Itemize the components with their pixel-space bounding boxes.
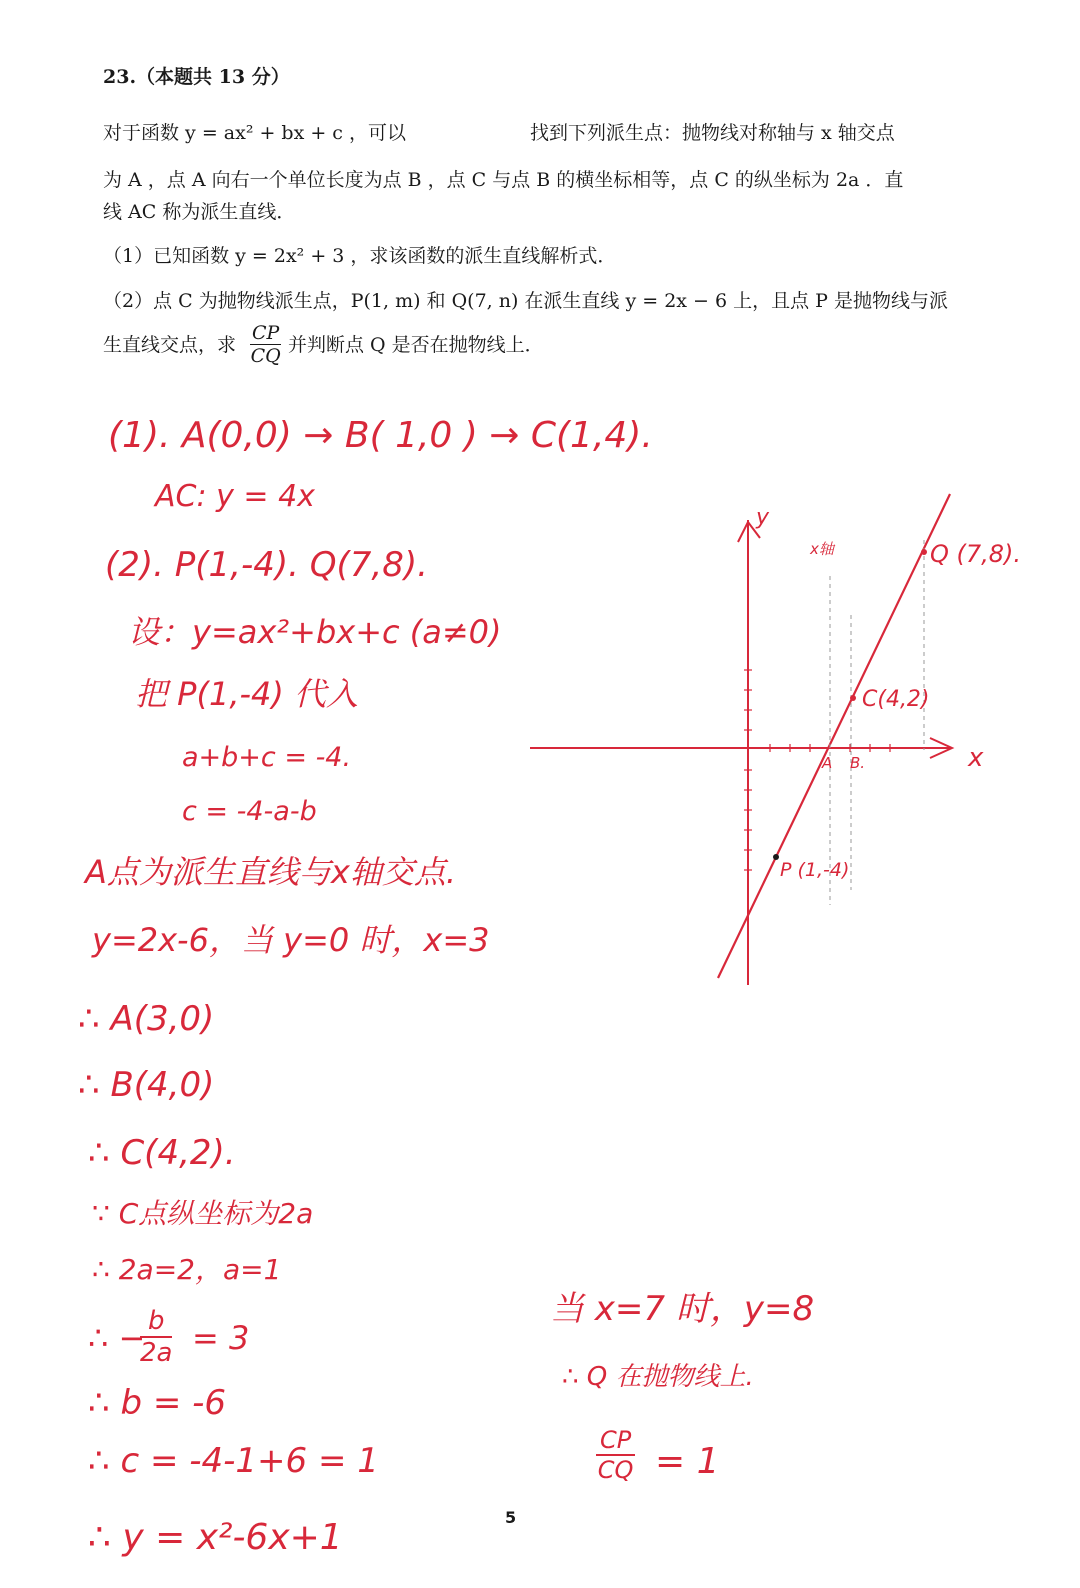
point-b-label: B. xyxy=(850,754,866,772)
hw-line-15-pre: ∴ − xyxy=(88,1319,146,1357)
hw-right-fraction-numerator: CP xyxy=(596,1426,635,1456)
point-q-label: Q (7,8). xyxy=(930,540,1022,568)
hw-line-4: 设：y=ax²+bx+c (a≠0) xyxy=(128,613,502,651)
problem-line-2: 为 A ，点 A 向右一个单位长度为点 B ，点 C 与点 B 的横坐标相等，点 C 的纵坐标为 2a ．直 xyxy=(103,169,904,191)
hw-line-9: y=2x-6，当 y=0 时，x=3 xyxy=(92,921,490,959)
hw-line-13: ∵ C点纵坐标为2a xyxy=(92,1197,314,1230)
x-axis-label: x xyxy=(968,743,984,773)
hw-line-10: ∴ A(3,0) xyxy=(78,999,215,1039)
problem-line-1b: 找到下列派生点：抛物线对称轴与 x 轴交点 xyxy=(530,122,895,144)
point-q-dot xyxy=(921,549,927,555)
hw-fraction-denominator: 2a xyxy=(140,1338,173,1368)
point-c-label: C(4,2) xyxy=(862,687,930,712)
problem-header: 23.（本题共 13 分） xyxy=(103,66,290,88)
problem-part-1: （1）已知函数 y = 2x² + 3 ，求该函数的派生直线解析式． xyxy=(103,245,617,267)
problem-fraction xyxy=(250,322,281,367)
problem-line-1a: 对于函数 y = ax² + bx + c ，可以 xyxy=(103,122,406,144)
point-p-dot xyxy=(773,854,779,860)
hw-line-6: a+b+c = -4. xyxy=(182,742,352,773)
problem-part-2b-pre: 生直线交点，求 xyxy=(103,334,237,356)
problem-part-2b-post: 并判断点 Q 是否在抛物线上． xyxy=(288,334,544,356)
hw-line-17: ∴ c = -4-1+6 = 1 xyxy=(88,1441,379,1481)
hw-line-1: (1). A(0,0) → B( 1,0 ) → C(1,4). xyxy=(108,415,653,456)
problem-part-2a: （2）点 C 为抛物线派生点，P(1, m) 和 Q(7, n) 在派生直线 y = 2x − 6 上，且点 P 是抛物线与派 xyxy=(103,290,948,312)
point-p-label: P (1,-4) xyxy=(780,859,850,881)
problem-line-3: 线 AC 称为派生直线． xyxy=(103,201,296,223)
hw-right-3-post: = 1 xyxy=(655,1441,720,1482)
hw-right-fraction-denominator: CQ xyxy=(597,1456,634,1484)
hw-line-3: (2). P(1,-4). Q(7,8). xyxy=(105,545,428,585)
coordinate-sketch xyxy=(520,480,1040,1000)
hw-line-8: A点为派生直线与x轴交点. xyxy=(85,853,457,891)
hw-line-18: ∴ y = x²-6x+1 xyxy=(88,1517,343,1558)
hw-right-1: 当 x=7 时，y=8 xyxy=(550,1289,815,1329)
point-c-dot xyxy=(850,695,856,701)
hw-right-fraction xyxy=(596,1426,635,1484)
fraction-denominator: CQ xyxy=(250,345,281,367)
hw-line-14: ∴ 2a=2，a=1 xyxy=(92,1253,282,1286)
derived-line xyxy=(718,494,950,978)
hw-line-16: ∴ b = -6 xyxy=(88,1383,227,1423)
hw-line-12: ∴ C(4,2). xyxy=(88,1133,236,1173)
hw-line-11: ∴ B(4,0) xyxy=(78,1065,215,1105)
point-a-label: A xyxy=(822,754,833,772)
hw-line-7: c = -4-a-b xyxy=(182,796,317,827)
hw-fraction-numerator: b xyxy=(140,1306,172,1338)
page-number: 5 xyxy=(505,1508,517,1527)
fraction-numerator: CP xyxy=(252,322,280,344)
hw-line-15-post: = 3 xyxy=(192,1319,250,1357)
y-axis-label: y xyxy=(756,505,770,530)
hw-fraction-b-over-2a xyxy=(140,1306,172,1368)
sym-label: x轴 xyxy=(810,540,834,558)
hw-right-2: ∴ Q 在抛物线上. xyxy=(562,1362,754,1392)
hw-line-5: 把 P(1,-4) 代入 xyxy=(135,675,359,713)
hw-line-2: AC: y = 4x xyxy=(155,479,315,514)
